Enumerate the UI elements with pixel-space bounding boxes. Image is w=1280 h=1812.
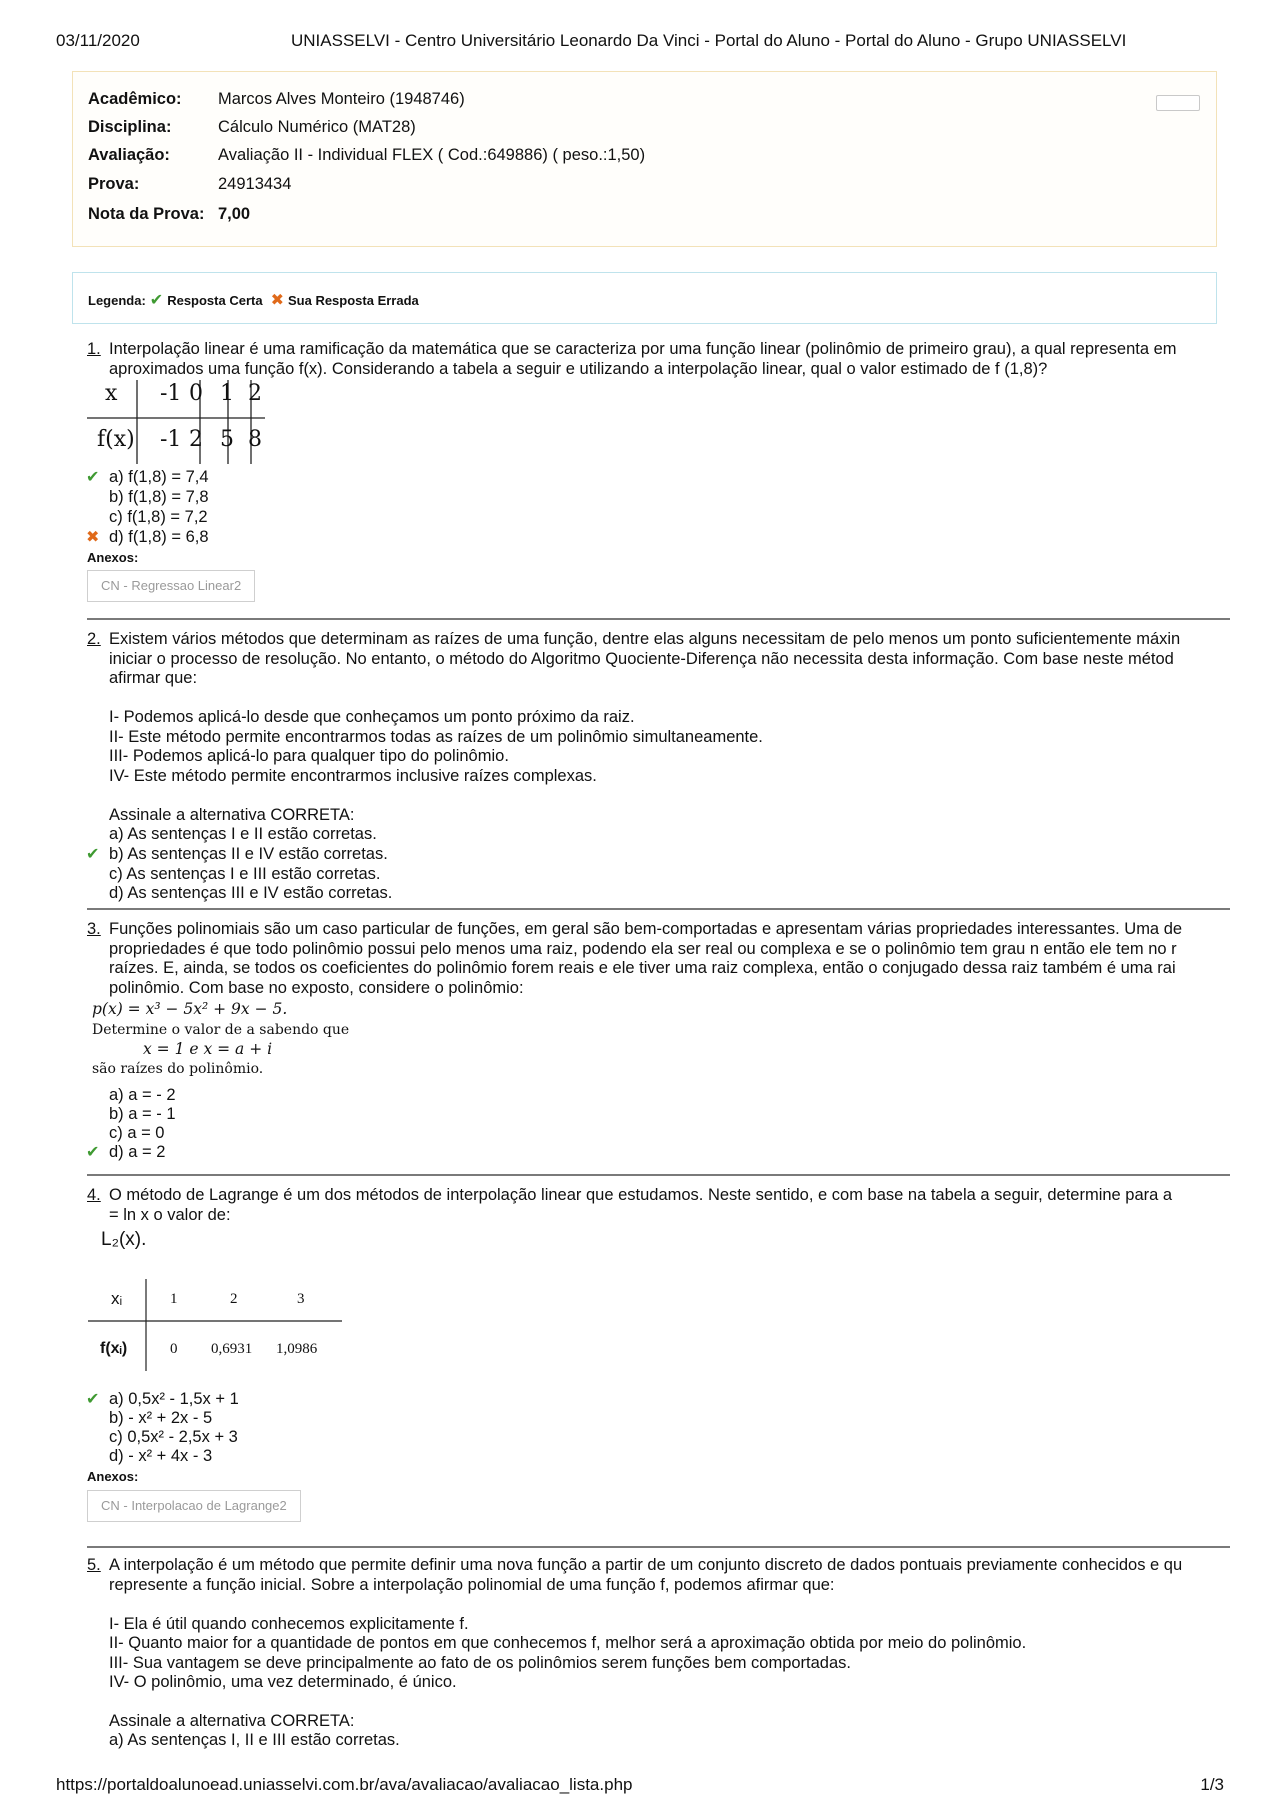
check-icon: ✔ (86, 1391, 100, 1408)
question-divider (87, 1546, 1230, 1548)
student-info-box (72, 71, 1217, 247)
attachment-button[interactable]: CN - Interpolacao de Lagrange2 (87, 1490, 301, 1522)
question-divider (87, 908, 1230, 910)
roots-text: são raízes do polinômio. (92, 1061, 264, 1077)
answer-option[interactable]: c) a = 0 (109, 1124, 165, 1142)
question-number: 3. (87, 920, 101, 938)
legend-box (72, 272, 1217, 324)
statement: I- Ela é útil quando conhecemos explicitamente f. (109, 1614, 469, 1633)
answer-option[interactable]: d) - x² + 4x - 3 (109, 1447, 213, 1465)
roots-formula: x = 1 e x = a + i (143, 1040, 273, 1058)
q4-x-header: xᵢ (111, 1289, 123, 1308)
q1-f-cell: 5 (220, 427, 234, 452)
lagrange-expression: L₂(x). (101, 1229, 147, 1250)
answer-option[interactable]: c) f(1,8) = 7,2 (109, 508, 208, 526)
q4-f-header: f(xᵢ) (100, 1340, 128, 1357)
question-divider (87, 618, 1230, 620)
info-label: Disciplina: (88, 118, 172, 136)
question-text (109, 630, 1230, 825)
q4-x-cell: 1 (170, 1291, 178, 1307)
legend-correct-label: Resposta Certa (167, 292, 263, 308)
attachments-label: Anexos: (87, 1469, 139, 1484)
question-divider (87, 1174, 1230, 1176)
info-label: Acadêmico: (88, 90, 182, 108)
question-text (109, 340, 1230, 379)
question-text (109, 920, 1230, 998)
answer-option[interactable]: a) f(1,8) = 7,4 (109, 468, 209, 486)
question-text-line: raízes. E, ainda, se todos os coeficientes do polinômio forem reais e ele tiver uma raiz complexa, então o conjugado dessa raiz também é uma rai (109, 959, 1176, 977)
question-number: 4. (87, 1186, 101, 1204)
q4-f-cell: 0,6931 (211, 1341, 253, 1357)
q1-x-cell: 1 (220, 381, 234, 406)
legend-label: Legenda: (88, 292, 146, 308)
q1-x-cell: -1 (160, 381, 182, 406)
question-text-line: Existem vários métodos que determinam as raízes de uma função, dentre elas alguns necessitam de pelo menos um ponto suficientemente máxin (109, 630, 1181, 648)
statement: II- Este método permite encontrarmos todas as raízes de um polinômio simultaneamente. (109, 727, 763, 746)
q4-x-cell: 3 (297, 1291, 305, 1307)
answer-option[interactable]: b) - x² + 2x - 5 (109, 1409, 213, 1427)
info-label: Prova: (88, 175, 140, 193)
exam-grade: 7,00 (218, 205, 251, 223)
q1-x-cell: 0 (189, 381, 203, 406)
attachments-label: Anexos: (87, 550, 139, 565)
answer-option[interactable]: b) a = - 1 (109, 1105, 176, 1123)
question-number: 1. (87, 340, 101, 358)
statement: I- Podemos aplicá-lo desde que conheçamos um ponto próximo da raiz. (109, 708, 635, 726)
check-icon: ✔ (149, 292, 164, 309)
answer-option[interactable]: b) As sentenças II e IV estão corretas. (109, 845, 388, 863)
small-action-button[interactable] (1156, 95, 1200, 111)
page-url: https://portaldoalunoead.uniasselvi.com.br/ava/avaliacao/avaliacao_lista.php (56, 1775, 633, 1794)
info-label: Nota da Prova: (88, 205, 205, 223)
answer-option[interactable]: d) As sentenças III e IV estão corretas. (109, 884, 393, 902)
polynomial-formula: p(x) = x³ − 5x² + 9x − 5. (92, 1000, 288, 1018)
question-text-line: A interpolação é um método que permite definir uma nova função a partir de um conjunto discreto de dados pontuais previamente conhecidos e qu (109, 1556, 1183, 1574)
question-text-line: afirmar que: (109, 669, 198, 687)
attachment-button[interactable]: CN - Regressao Linear2 (87, 570, 255, 602)
q1-f-cell: 2 (189, 427, 203, 452)
questions-list (0, 340, 1230, 1760)
question-text (109, 1556, 1230, 1732)
student-name: Marcos Alves Monteiro (1948746) (218, 90, 465, 108)
cross-icon: ✖ (270, 292, 284, 309)
check-icon: ✔ (86, 469, 100, 486)
q4-f-cell: 1,0986 (276, 1341, 318, 1357)
statement: II- Quanto maior for a quantidade de pontos em que conhecemos f, melhor será a aproximação obtida por meio do polinômio. (109, 1634, 1027, 1652)
statement: III- Podemos aplicá-lo para qualquer tipo do polinômio. (109, 747, 509, 765)
question-text-line: polinômio. Com base no exposto, considere o polinômio: (109, 978, 524, 997)
q1-f-header: f(x) (97, 427, 135, 452)
answer-option[interactable]: a) As sentenças I e II estão corretas. (109, 825, 377, 843)
assessment-name: Avaliação II - Individual FLEX ( Cod.:649886) ( peso.:1,50) (218, 146, 646, 164)
question-text-line: = ln x o valor de: (109, 1205, 231, 1224)
q4-f-cell: 0 (170, 1341, 178, 1357)
cross-icon: ✖ (86, 529, 100, 546)
answer-option[interactable]: d) f(1,8) = 6,8 (109, 528, 209, 546)
print-header (56, 31, 1224, 53)
q1-x-cell: 2 (248, 381, 262, 406)
answer-option[interactable]: b) f(1,8) = 7,8 (109, 488, 209, 506)
answer-option[interactable]: a) a = - 2 (109, 1086, 176, 1104)
info-label: Avaliação: (88, 146, 170, 164)
statement: IV- Este método permite encontrarmos inclusive raízes complexas. (109, 766, 597, 785)
answer-option[interactable]: c) 0,5x² - 2,5x + 3 (109, 1428, 238, 1446)
question-text-line: propriedades é que todo polinômio possui pelo menos uma raiz, podendo ela ser real ou complexa e se o polinômio tem grau n então ele tem no r (109, 939, 1177, 958)
answer-prompt: Assinale a alternativa CORRETA: (109, 1712, 355, 1730)
q1-f-cell: 8 (248, 427, 262, 452)
question-text-line: O método de Lagrange é um dos métodos de interpolação linear que estudamos. Neste sentido, e com base na tabela a seguir, determine para a (109, 1186, 1173, 1204)
answer-prompt: Assinale a alternativa CORRETA: (109, 805, 355, 824)
exam-id: 24913434 (218, 175, 292, 193)
question-text-line: aproximados uma função f(x). Considerando a tabela a seguir e utilizando a interpolação linear, qual o valor estimado de f (1,8)? (109, 359, 1048, 378)
question-text (109, 1186, 1230, 1225)
legend-wrong-label: Sua Resposta Errada (287, 292, 419, 308)
page-number: 1/3 (1200, 1775, 1224, 1794)
print-date: 03/11/2020 (56, 31, 140, 50)
course-name: Cálculo Numérico (MAT28) (218, 118, 416, 136)
statement: III- Sua vantagem se deve principalmente ao fato de os polinômios serem funções bem comportadas. (109, 1653, 851, 1672)
q1-f-cell: -1 (160, 427, 182, 452)
q1-x-header: x (105, 381, 118, 406)
print-title: UNIASSELVI - Centro Universitário Leonardo Da Vinci - Portal do Aluno - Portal do Aluno - Grupo UNIASSELVI (291, 31, 1127, 50)
question-text-line: represente a função inicial. Sobre a interpolação polinomial de uma função f, podemos afirmar que: (109, 1575, 835, 1594)
answer-option[interactable]: a) As sentenças I, II e III estão corretas. (109, 1731, 400, 1749)
question-text-line: iniciar o processo de resolução. No entanto, o método do Algoritmo Quociente-Diferença não necessita desta informação. Com base neste métod (109, 649, 1174, 668)
determine-text: Determine o valor de a sabendo que (92, 1022, 350, 1038)
answer-option[interactable]: a) 0,5x² - 1,5x + 1 (109, 1390, 239, 1408)
question-text-line: Funções polinomiais são um caso particular de funções, em geral são bem-comportadas e apresentam várias propriedades interessantes. Uma de (109, 920, 1183, 938)
q4-x-cell: 2 (230, 1291, 238, 1307)
statement: IV- O polinômio, uma vez determinado, é único. (109, 1673, 457, 1691)
question-number: 2. (87, 630, 101, 648)
check-icon: ✔ (86, 846, 100, 863)
answer-option[interactable]: d) a = 2 (109, 1143, 166, 1161)
question-number: 5. (87, 1556, 101, 1574)
answer-option[interactable]: c) As sentenças I e III estão corretas. (109, 865, 381, 883)
check-icon: ✔ (86, 1144, 100, 1161)
question-text-line: Interpolação linear é uma ramificação da matemática que se caracteriza por uma função linear (polinômio de primeiro grau), a qual representa em (109, 340, 1177, 358)
